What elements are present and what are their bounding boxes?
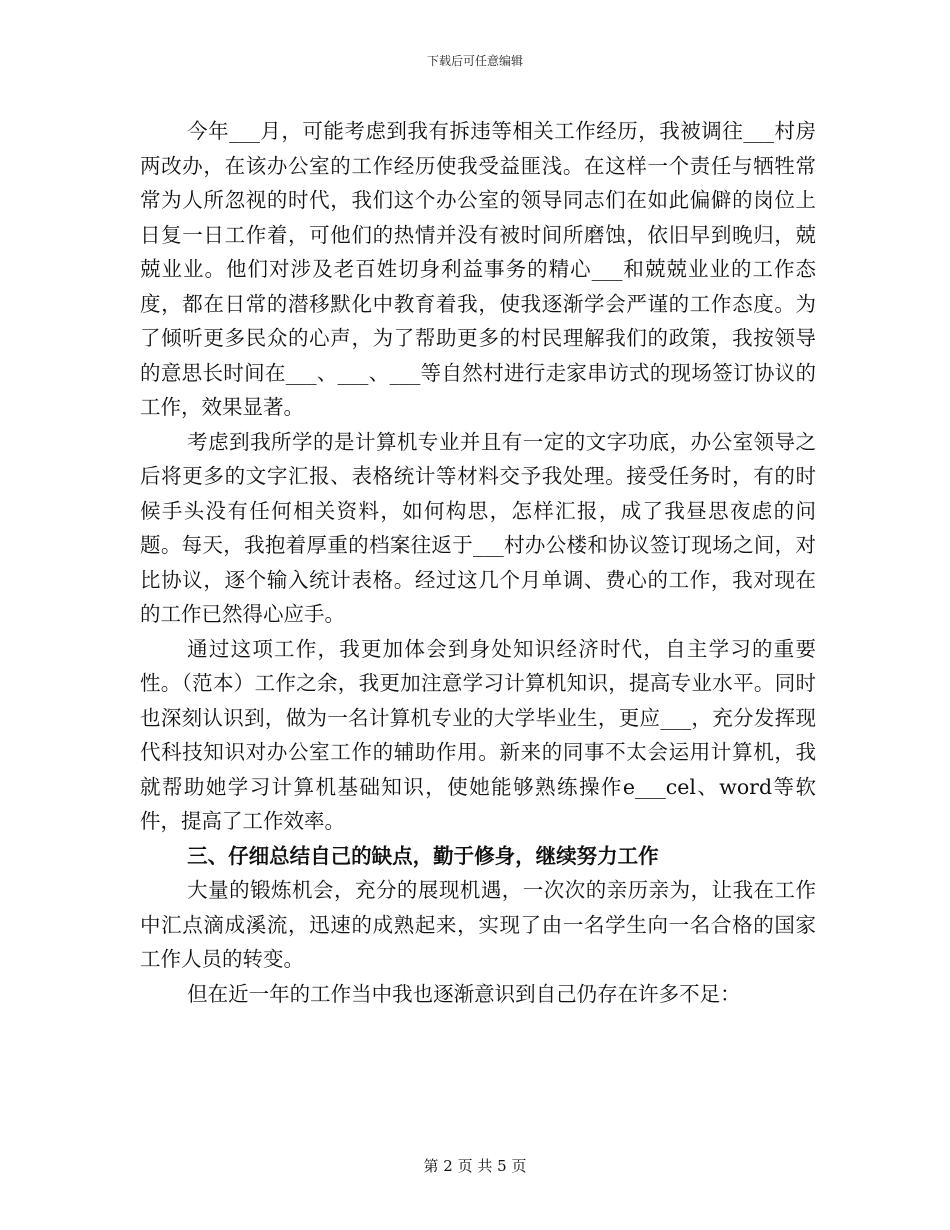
paragraph-5: 但在近一年的工作当中我也逐渐意识到自己仍存在许多不足： [187,981,741,1006]
section-heading: 三、仔细总结自己的缺点，勤于修身，继续努力工作 [187,843,659,868]
paragraph-4: 大量的锻炼机会，充分的展现机遇，一次次的亲历亲为，让我在工作中汇点滴成溪流，迅速的成熟起来，实现了由一名学生向一名合格的国家工作人员的转变。 [140,878,816,971]
paragraph-1: 今年___月，可能考虑到我有拆违等相关工作经历，我被调往___村房两改办，在该办公室的工作经历使我受益匪浅。在这样一个责任与牺牲常常为人所忽视的时代，我们这个办公室的领导同志们在如此偏僻的岗位上日复一日工作着，可他们的热情并没有被时间所磨蚀，依旧早到晚归，兢兢业业。他们对涉及老百姓切身利益事务的精心___和兢兢业业的工作态度，都在日常的潜移默化中教育着我，使我逐渐学会严谨的工作态度。为了倾听更多民众的心声，为了帮助更多的村民理解我们的政策，我按领导的意思长时间在___、___、___等自然村进行走家串访式的现场签订协议的工作，效果显著。 [140,119,816,419]
paragraph-3: 通过这项工作，我更加体会到身处知识经济时代，自主学习的重要性。（范本）工作之余，我更加注意学习计算机知识，提高专业水平。同时也深刻认识到，做为一名计算机专业的大学毕业生，更应___，充分发挥现代科技知识对办公室工作的辅助作用。新来的同事不太会运用计算机，我就帮助她学习计算机基础知识，使她能够熟练操作e___cel、word等软件，提高了工作效率。 [140,636,816,833]
page-header: 下载后可任意编辑 [426,54,523,68]
paragraph-2: 考虑到我所学的是计算机专业并且有一定的文字功底，办公室领导之后将更多的文字汇报、表格统计等材料交予我处理。接受任务时，有的时候手头没有任何相关资料，如何构思，怎样汇报，成了我昼思夜虑的问题。每天，我抱着厚重的档案往返于___村办公楼和协议签订现场之间，对比协议，逐个输入统计表格。经过这几个月单调、费心的工作，我对现在的工作已然得心应手。 [140,429,816,626]
document-body [140,114,816,1011]
page-footer: 第 2 页 共 5 页 [423,1157,527,1175]
